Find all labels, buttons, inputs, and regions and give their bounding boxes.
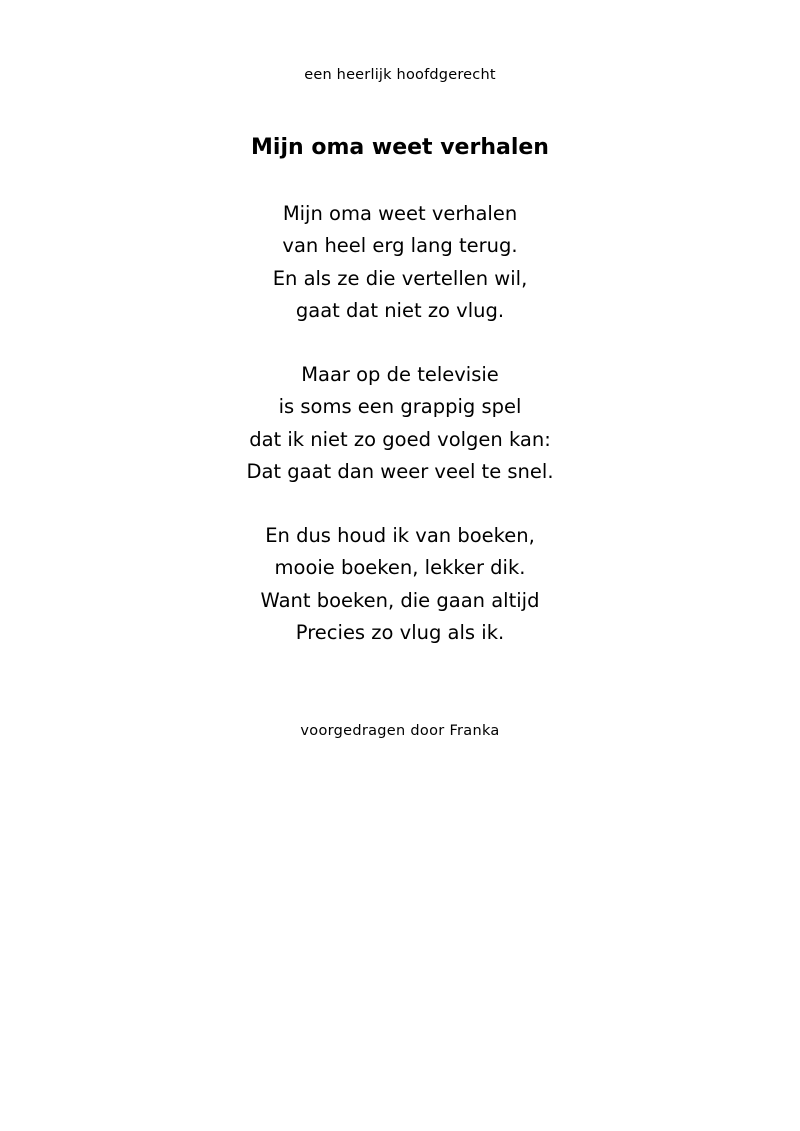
poem-line: Precies zo vlug als ik. — [295, 620, 505, 644]
stanza-2 — [0, 359, 800, 488]
poem-line: En als ze die vertellen wil, — [272, 266, 528, 290]
poem-line: gaat dat niet zo vlug. — [295, 298, 505, 322]
poem-line: Mijn oma weet verhalen — [282, 202, 518, 225]
poem-line: dat ik niet zo goed volgen kan: — [249, 427, 551, 451]
poem-line: is soms een grappig spel — [278, 395, 522, 419]
section-kicker: een heerlijk hoofdgerecht — [304, 67, 496, 83]
poem-line: van heel erg lang terug. — [282, 234, 518, 258]
stanza-3 — [0, 520, 800, 649]
poem-line: Dat gaat dan weer veel te snel. — [246, 459, 554, 483]
poem-line: Want boeken, die gaan altijd — [260, 588, 540, 612]
poem-line: mooie boeken, lekker dik. — [274, 556, 526, 580]
poem-title: Mijn oma weet verhalen — [251, 135, 549, 160]
poem-line: Maar op de televisie — [301, 363, 499, 386]
stanza-1 — [0, 198, 800, 327]
performer-credit: voorgedragen door Franka — [300, 723, 500, 739]
poem-line: En dus houd ik van boeken, — [265, 524, 535, 547]
